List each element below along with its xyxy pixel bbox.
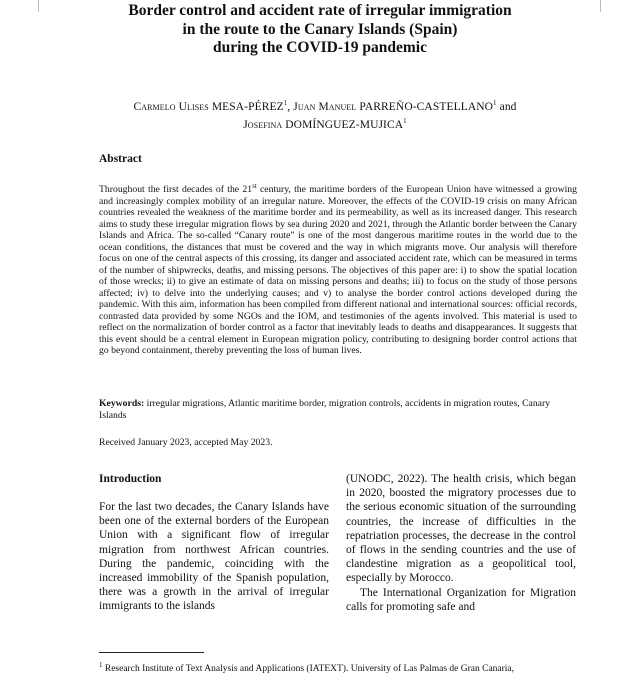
ordinal-suffix: st xyxy=(252,182,257,190)
author-2-given-name: Juan Manuel xyxy=(293,100,357,113)
page-edge-right xyxy=(600,0,601,12)
keywords xyxy=(99,398,577,421)
paper-title xyxy=(60,2,580,58)
received-dates: Received January 2023, accepted May 2023. xyxy=(99,437,273,448)
introduction-right-column xyxy=(346,472,576,614)
author-1-affiliation-mark: 1 xyxy=(283,99,288,107)
introduction-paragraph-1: For the last two decades, the Canary Islands have been one of the external borders of the European Union with a significant flow of irregular migration from northwest African countries. During the pandemic, coinciding with the increased immobility of the Spanish population, there was a growth in the arrival of irregular immigrants to the islands xyxy=(99,501,329,613)
author-2-family-name: PARREÑO-CASTELLANO xyxy=(359,100,494,113)
keywords-list: irregular migrations, Atlantic maritime border, migration controls, accidents in migration routes, Canary Islands xyxy=(99,398,551,421)
abstract-paragraph xyxy=(99,181,577,357)
keywords-label: Keywords: xyxy=(99,398,145,409)
abstract-body xyxy=(99,181,577,357)
title-line-2: in the route to the Canary Islands (Spain) xyxy=(182,20,458,38)
author-list xyxy=(80,96,570,132)
page-edge-left xyxy=(38,0,39,12)
author-2-affiliation-mark: 1 xyxy=(493,99,497,107)
abstract-heading: Abstract xyxy=(99,153,142,165)
author-1-given-name: Carmelo Ulises xyxy=(133,100,209,113)
author-3-given-name: Josefina xyxy=(243,118,283,131)
author-3-affiliation-mark: 1 xyxy=(403,116,407,125)
footnote-text: Research Institute of Text Analysis and Applications (IATEXT). University of Las Palmas de Gran Canaria, xyxy=(102,664,515,675)
footnote xyxy=(99,660,589,675)
abstract-text-start: Throughout the first decades of the 21 xyxy=(99,184,253,196)
author-conjunction: and xyxy=(496,100,517,113)
introduction-left-column xyxy=(99,500,329,614)
author-3-family-name: DOMÍNGUEZ-MUJICA xyxy=(285,118,404,131)
author-1-family-name: MESA-PÉREZ xyxy=(211,100,284,113)
introduction-paragraph-2: The International Organization for Migration calls for promoting safe and xyxy=(346,586,576,613)
title-line-3: during the COVID-19 pandemic xyxy=(212,39,427,56)
introduction-heading: Introduction xyxy=(99,473,162,485)
footnote-mark: 1 xyxy=(99,661,103,669)
author-separator: , xyxy=(287,100,294,113)
abstract-text-rest: century, the maritime borders of the European Union have witnessed a growing and increasingly complex mobility of an irregular nature. Moreover, the effects of the COVID-19 crisis on many African countries revealed the weakness of the maritime border and its permeability, as well as its increased danger. This research aims to study these irregular migration flows by sea during 2020 and 2021, through the Atlantic border between the Canary Islands and Africa. The so-called “Canary route” is one of the most dangerous maritime routes in the world due to the ocean conditions, the distances that must be covered and the way in which migrants move. Our analysis will therefore focus on one of the central aspects of this crossing, its danger and associated accident rate, which can be measured in terms of the number of shipwrecks, deaths, and missing persons. The objectives of this paper are: i) to show the spatial location of those wrecks; ii) to give an estimate of data on missing persons and deaths; iii) to focus on the study of those persons affected; iv) to delve into the underlying causes; and v) to analyse the border control actions developed during the pandemic. With this aim, information has been compiled from different national and international sources: official records, contrasted data provided by some NGOs and the IOM, and testimonies of the agents involved. This material is used to reflect on the normalization of border control as a factor that inevitably leads to deaths and disappearances. It suggests that this event should be a central element in European migration policy, contributing to designing border control actions that go beyond containment, thereby preventing the loss of human lives. xyxy=(99,184,577,357)
title-line-1: Border control and accident rate of irregular immigration xyxy=(128,2,512,19)
introduction-paragraph-1-continued: (UNODC, 2022). The health crisis, which began in 2020, boosted the migratory processes due to the serious economic situation of the surrounding countries, the increase of difficulties in the repatriation processes, the decrease in the control of flows in the sending countries and the use of clandestine migration as a geopolitical tool, especially by Morocco. xyxy=(346,473,576,585)
footnote-rule xyxy=(99,652,204,653)
